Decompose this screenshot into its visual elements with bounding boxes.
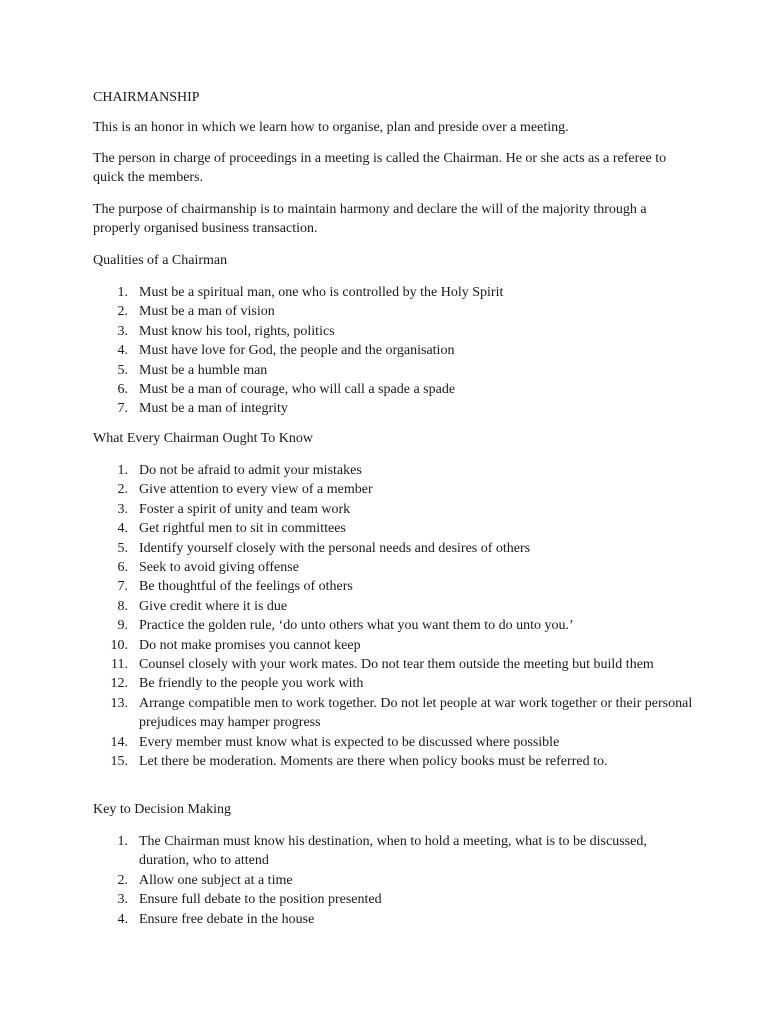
list-item-number: 4.: [117, 911, 128, 927]
list-item: [93, 832, 693, 871]
list-item-text: Identify yourself closely with the personal needs and desires of others: [139, 540, 531, 556]
list-item: [93, 283, 693, 302]
list-item-text: Get rightful men to sit in committees: [139, 521, 346, 537]
list-item-text: Must be a man of integrity: [139, 401, 288, 417]
list-item-text: Do not be afraid to admit your mistakes: [139, 463, 362, 478]
list-item-number: 3.: [117, 892, 128, 908]
list-item-number: 5.: [117, 540, 128, 556]
list-item: [93, 655, 693, 674]
list-item-text: Seek to avoid giving offense: [139, 560, 299, 576]
list-item-text: Allow one subject at a time: [139, 872, 293, 888]
list-item-text: Give credit where it is due: [139, 598, 288, 614]
list-item-text: Must know his tool, rights, politics: [139, 323, 335, 339]
paragraph-chairman-definition: The person in charge of proceedings in a meeting is called the Chairman. He or she acts as a referee to quick the members.: [93, 151, 667, 186]
list-item-number: 2.: [117, 872, 128, 888]
list-item-text: Ensure full debate to the position presented: [139, 892, 382, 908]
list-item-number: 3.: [117, 501, 128, 517]
list-item-text: Foster a spirit of unity and team work: [139, 501, 351, 517]
list-item-text: Must be a man of courage, who will call a spade a spade: [139, 382, 456, 398]
list-item-text: Arrange compatible men to work together. Do not let people at war work together or their personal prejudices may hamper progress: [139, 695, 693, 731]
list-item-number: 7.: [117, 401, 128, 417]
list-item-number: 9.: [117, 618, 128, 634]
list-item-number: 6.: [117, 382, 128, 398]
list-item-text: Let there be moderation. Moments are there when policy books must be referred to.: [139, 754, 608, 770]
section-heading-qualities: Qualities of a Chairman: [93, 253, 228, 268]
list-item-number: 1.: [117, 463, 128, 478]
list-item-text: Ensure free debate in the house: [139, 911, 315, 927]
list-item: [93, 302, 693, 321]
list-item: [93, 636, 693, 655]
list-item: [93, 890, 693, 909]
list-item-text: Give attention to every view of a member: [139, 482, 373, 498]
section-heading-key: Key to Decision Making: [93, 802, 232, 817]
list-item-text: Do not make promises you cannot keep: [139, 637, 361, 653]
list-item: [93, 871, 693, 890]
list-item: [93, 480, 693, 499]
list-item-number: 2.: [117, 304, 128, 320]
list-item: [93, 361, 693, 380]
list-item: [93, 733, 693, 752]
list-item-number: 11.: [111, 657, 128, 673]
list-item-number: 15.: [110, 754, 128, 770]
list-item-text: Practice the golden rule, ‘do unto others what you want them to do unto you.’: [139, 618, 574, 634]
list-item-number: 2.: [117, 482, 128, 498]
list-item-number: 3.: [117, 323, 128, 339]
list-item: [93, 694, 693, 733]
list-item: [93, 752, 693, 771]
list-item: [93, 577, 693, 596]
document-title: CHAIRMANSHIP: [93, 90, 200, 105]
list-item-text: Must be a humble man: [139, 362, 268, 378]
list-item-text: Must be a man of vision: [139, 304, 275, 320]
paragraph-intro: This is an honor in which we learn how to organise, plan and preside over a meeting.: [93, 120, 569, 135]
list-item-text: Must have love for God, the people and the organisation: [139, 343, 455, 359]
paragraph-purpose: The purpose of chairmanship is to maintain harmony and declare the will of the majority through a properly organised business transaction.: [93, 202, 647, 237]
list-item-number: 1.: [117, 834, 128, 849]
know-list: [93, 461, 693, 772]
list-item-number: 12.: [110, 676, 128, 692]
list-item-number: 4.: [117, 343, 128, 359]
key-list: [93, 832, 693, 929]
list-item: [93, 674, 693, 693]
list-item-number: 13.: [110, 695, 128, 711]
list-item: [93, 910, 693, 929]
list-item: [93, 322, 693, 341]
list-item: [93, 558, 693, 577]
list-item-text: The Chairman must know his destination, when to hold a meeting, what is to be discussed, duration, who to attend: [139, 834, 647, 869]
list-item-number: 7.: [117, 579, 128, 595]
list-item-number: 5.: [117, 362, 128, 378]
list-item: [93, 539, 693, 558]
list-item: [93, 341, 693, 360]
list-item: [93, 616, 693, 635]
list-item-number: 1.: [117, 285, 128, 300]
list-item-text: Be thoughtful of the feelings of others: [139, 579, 353, 595]
qualities-list: [93, 283, 693, 419]
list-item-text: Counsel closely with your work mates. Do not tear them outside the meeting but build them: [139, 657, 654, 673]
list-item: [93, 500, 693, 519]
list-item-number: 6.: [117, 560, 128, 576]
list-item-number: 14.: [110, 734, 128, 750]
list-item: [93, 461, 693, 480]
list-item: [93, 380, 693, 399]
list-item: [93, 399, 693, 418]
list-item-text: Every member must know what is expected to be discussed where possible: [139, 734, 560, 750]
list-item: [93, 519, 693, 538]
list-item-text: Be friendly to the people you work with: [139, 676, 364, 692]
list-item-number: 4.: [117, 521, 128, 537]
list-item: [93, 597, 693, 616]
list-item-number: 10.: [110, 637, 128, 653]
section-heading-know: What Every Chairman Ought To Know: [93, 431, 313, 446]
list-item-number: 8.: [117, 598, 128, 614]
list-item-text: Must be a spiritual man, one who is controlled by the Holy Spirit: [139, 285, 504, 300]
